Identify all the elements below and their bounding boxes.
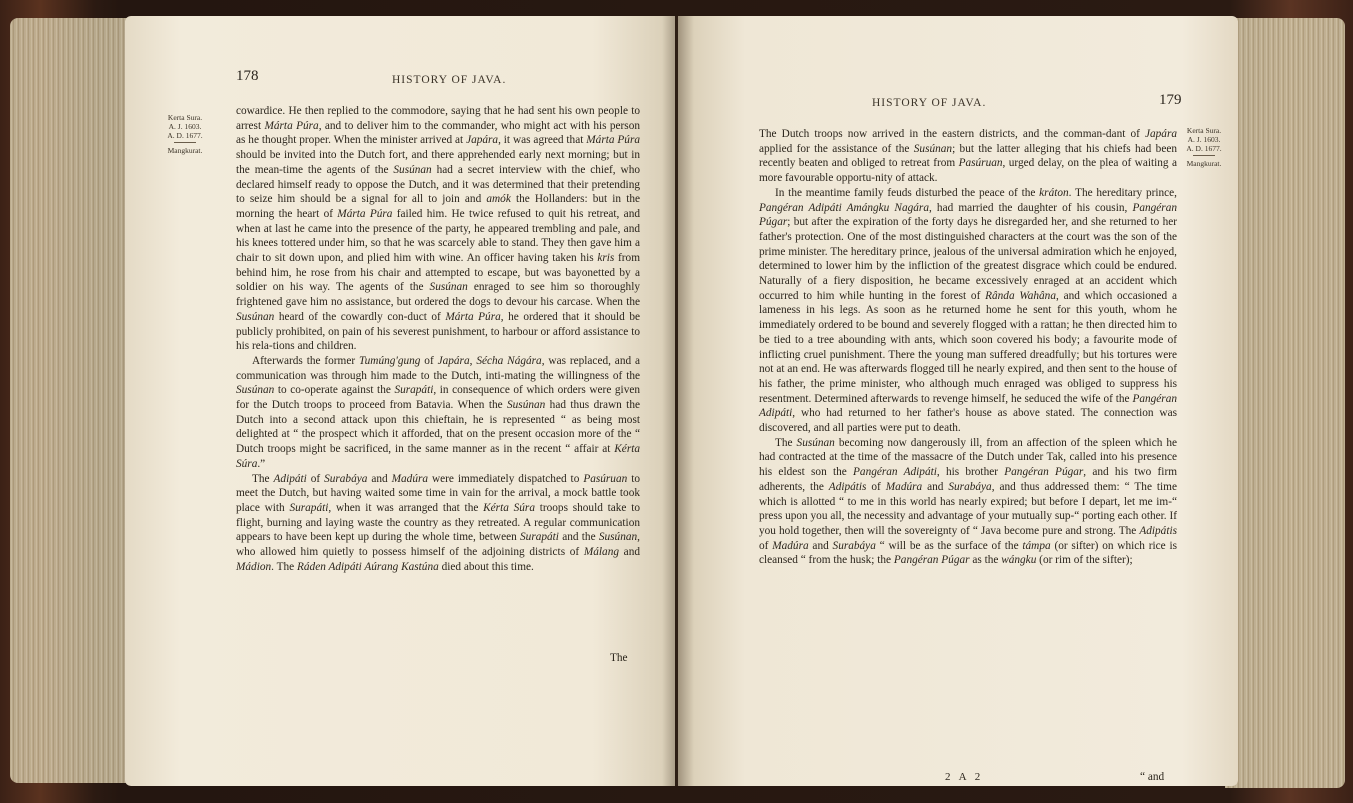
italic-term: Márta Púra	[586, 134, 640, 147]
text-run: enraged to see him so thoroughly frightened gave him no assistance, but ordered the dogs to devour his carcase. When the	[236, 281, 640, 309]
text-run: ,	[469, 354, 477, 367]
text-run: were immediately dispatched to	[428, 472, 584, 485]
text-run: ; but the latter alleging that his chiefs had been recently beaten and obliged to retreat from	[759, 142, 1177, 170]
text-run: In the meantime family feuds disturbed the peace of the	[775, 186, 1040, 199]
text-run: The Dutch troops now arrived in the eastern districts, and the comman-dant of	[759, 128, 1145, 140]
right-page-number: 179	[1159, 92, 1182, 108]
text-run: , it was agreed that	[498, 134, 587, 147]
text-run: , who allowed him quietly to possess himself of the adjoining districts of	[236, 531, 640, 559]
italic-term: Susúnan	[393, 163, 432, 176]
text-run: , had married the daughter of his cousin,	[928, 201, 1133, 214]
text-run: , and to deliver him to the commander, who might act with his person as he thought proper. When the minister arrived at	[236, 119, 640, 147]
right-body-text	[759, 127, 1177, 568]
italic-term: Madúra	[772, 539, 809, 552]
text-run: of	[420, 354, 438, 367]
left-page-number: 178	[236, 68, 259, 84]
margin-note-ad: A. D. 1677.	[167, 131, 203, 140]
signature-mark: 2 A 2	[945, 771, 984, 783]
text-run: troops should take to flight, burning and laying waste the country as they retreated. A regular communication appears to have been kept up during the whole time, between	[236, 501, 640, 544]
italic-term: Sécha Nágára	[476, 354, 542, 367]
margin-note-aj: A. J. 1603.	[1187, 135, 1221, 144]
text-run: . The	[271, 560, 297, 573]
text-run: (or rim of the sifter);	[1036, 554, 1133, 567]
italic-term: Adipátis	[1139, 524, 1177, 537]
text-run: The	[775, 436, 797, 449]
text-run: , who had returned to her father's house as above stated. The connection was discovered, and all parties were put to death.	[759, 407, 1177, 435]
italic-term: Madúra	[391, 472, 429, 485]
margin-note-ruler: Mangkurat.	[1186, 159, 1222, 168]
italic-term: Pangéran Adipáti Amángku Nagára	[759, 201, 929, 214]
text-run: to co-operate against the	[274, 384, 395, 397]
text-run: should be invited into the Dutch fort, and there apprehended early next morning; but in the mean-time the agents of the	[236, 149, 640, 176]
italic-term: Márta Púra	[264, 119, 319, 132]
italic-term: kráton	[1039, 186, 1069, 199]
italic-term: Tumúng'gung	[359, 354, 421, 367]
paragraph	[759, 436, 1177, 568]
italic-term: Mádion	[236, 560, 272, 573]
italic-term: Susúnan	[429, 281, 468, 294]
italic-term: Adipátis	[828, 480, 867, 493]
text-run: of	[866, 480, 886, 493]
text-run: had thus drawn the Dutch into a second attack upon this chieftain, he is represented “ as being most delighted at “ the prospect which it afforded, that on the present occasion more of the “ Dutch troops might be sacrificed, in the same manner as in the recent “ affair at	[236, 399, 640, 456]
right-page-edges	[1225, 18, 1345, 788]
italic-term: amók	[486, 193, 511, 206]
text-run: died about this time.	[438, 560, 534, 573]
italic-term: Adipáti	[273, 472, 307, 485]
margin-note-rule	[174, 142, 196, 143]
italic-term: Pangéran Adipáti	[853, 466, 937, 479]
text-run: . The hereditary prince,	[1068, 186, 1178, 199]
italic-term: Surapáti	[394, 384, 434, 397]
italic-term: kris	[597, 252, 615, 265]
text-run: , in consequence of which orders were given for the Dutch troops to proceed from Batavia. When the	[236, 384, 641, 412]
text-run: of	[306, 472, 325, 485]
italic-term: támpa	[1022, 539, 1051, 552]
text-run: , his brother	[936, 466, 1005, 479]
italic-term: Kérta Súra	[483, 501, 535, 514]
text-run: and the	[558, 531, 599, 544]
text-run: “ will be as the surface of the	[875, 539, 1023, 552]
italic-term: Japára	[466, 134, 499, 147]
italic-term: Surapáti	[520, 531, 559, 544]
text-run: , he ordered that it should be publicly prohibited, on pain of his severest punishment, to harbour or afford assistance to his rela-tions and children.	[236, 310, 640, 353]
italic-term: Márta Púra	[337, 207, 393, 220]
margin-note-aj: A. J. 1603.	[168, 122, 202, 131]
right-catchword: “ and	[1140, 771, 1165, 783]
italic-term: Surabáya	[324, 472, 368, 485]
text-run: and	[808, 539, 833, 552]
italic-term: Surapáti	[289, 501, 329, 514]
text-run: heard of the cowardly con-duct of	[274, 310, 446, 323]
left-margin-note	[165, 113, 205, 155]
italic-term: Surabáya	[948, 480, 992, 493]
italic-term: Pangéran Púgar	[759, 201, 1177, 229]
italic-term: Pasúruan	[583, 472, 628, 485]
margin-note-ruler: Mangkurat.	[167, 146, 203, 155]
text-run: and	[619, 546, 640, 559]
paragraph	[759, 186, 1177, 436]
italic-term: Japára	[1144, 128, 1177, 140]
text-run: and	[922, 480, 949, 493]
paragraph	[236, 472, 640, 575]
text-run: , urged delay, on the plea of waiting a more favourable opportu-nity of attack.	[759, 157, 1177, 185]
text-run: , and which occasioned a lameness in his legs. As soon as he returned home he sent for this youth, whom he immediately ordered to be bound and severely flogged with a rattan; he then directed him to be tied to a tree abounding with ants, which soon covered his body; a favourite mode of inflicting cruel punishment. There the young man suffered dreadfully; but his tortures were not at an end. He was afterwards flogged till he nearly expired, and then sent to the house of his father, the prime minister, who although much enraged was obliged to suppress his resentment. Determined afterwards to revenge himself, he seduced the wife of the	[759, 289, 1177, 405]
italic-term: Madúra	[885, 480, 923, 493]
left-catchword: The	[610, 652, 628, 664]
text-run: , was replaced, and a communication was through him made to the Dutch, inti-mating the willingness of the	[236, 354, 641, 382]
italic-term: Pasúruan	[958, 157, 1003, 170]
right-running-head: HISTORY OF JAVA.	[872, 97, 987, 109]
italic-term: wángku	[1001, 554, 1037, 567]
margin-note-era: Kerta Sura.	[167, 113, 203, 122]
italic-term: Susúnan	[598, 531, 638, 544]
text-run: of	[759, 539, 773, 552]
text-run: ; but after the expiration of the forty days he disregarded her, and she returned to her father's protection. One of the most distinguished characters at the court was the son of the prime minister. The hereditary prince, jealous of the universal admiration which he enjoyed, determined to lower him by the infliction of the greatest disgrace which could be endured. Naturally of a fiery disposition, he became excessively enraged at an accident which occurred to him while hunting in the forest of	[759, 216, 1177, 302]
text-run: , and his two firm adherents, the	[759, 466, 1177, 493]
text-run: becoming now dangerously ill, from an affection of the spleen which he had contracted at the time of the massacre of the Dutch under Tak, called into his presence his eldest son the	[759, 436, 1177, 479]
margin-note-era: Kerta Sura.	[1186, 126, 1222, 135]
italic-term: Málang	[583, 546, 620, 559]
text-run: as the	[969, 554, 1002, 567]
paragraph	[236, 104, 640, 354]
right-margin-note	[1184, 126, 1224, 168]
paragraph	[236, 354, 640, 472]
text-run: , when it was arranged that the	[328, 501, 484, 514]
text-run: to meet the Dutch, but having waited some time in vain for the arrival, a mock battle took place with	[236, 472, 640, 514]
italic-term: Susúnan	[236, 384, 275, 397]
italic-term: Surabáya	[832, 539, 876, 552]
text-run: applied for the assistance of the	[759, 142, 914, 155]
italic-term: Susúnan	[796, 436, 835, 449]
italic-term: Pangéran Púgar	[1004, 466, 1084, 479]
italic-term: Susúnan	[236, 310, 275, 323]
left-running-head: HISTORY OF JAVA.	[392, 74, 507, 86]
italic-term: Ráden Adipáti Aúrang Kastúna	[297, 560, 439, 573]
text-run: from behind him, he rose from his chair and attempted to escape, but was bayonetted by a soldier on his way. The agents of the	[236, 252, 640, 294]
italic-term: Rânda Wahâna	[985, 289, 1056, 302]
paragraph	[759, 127, 1177, 186]
italic-term: Kérta Súra	[236, 443, 640, 470]
text-run: had a secret interview with the chief, who declared himself ready to oppose the Dutch, and it was determined that their pretending to seize him should be a signal for all to join and	[236, 163, 640, 206]
margin-note-ad: A. D. 1677.	[1186, 144, 1222, 153]
italic-term: Pangéran Púgar	[893, 554, 970, 567]
text-run: The	[252, 472, 274, 485]
text-run: (or sifter) on which rice is cleansed “ from the husk; the	[759, 539, 1177, 567]
text-run: .”	[257, 457, 266, 470]
text-run: and	[367, 472, 392, 485]
italic-term: Susúnan	[913, 142, 953, 155]
gutter-shadow	[662, 16, 694, 786]
italic-term: Pangéran Adipáti	[759, 392, 1177, 420]
left-body-text	[236, 104, 640, 575]
italic-term: Márta Púra	[445, 310, 501, 323]
italic-term: Susúnan	[507, 399, 546, 412]
text-run: , and thus addressed them: “ The time which is allotted “ to me in this world has nearly expired; but before I depart, let me im-“ press upon you all, the necessity and advantage of your mutually sup-“ porting each other. If you hold together, then will the sovereignty of “ Java become pure and strong. The	[759, 480, 1177, 537]
italic-term: Japára	[437, 354, 470, 367]
text-run: cowardice. He then replied to the commodore, saying that he had sent his own people to arrest	[236, 105, 640, 132]
text-run: failed him. He twice refused to quit his retreat, and when at last he came into the presence of the party, he appeared trembling and pale, and his knees tottered under him, so that he was scarcely able to stand. They then gave him a chair to sit down upon, and plied him with wine. An officer having taken his	[236, 207, 640, 265]
text-run: Afterwards the former	[252, 354, 359, 367]
text-run: the Hollanders: but in the morning the heart of	[236, 193, 640, 220]
margin-note-rule	[1193, 155, 1215, 156]
